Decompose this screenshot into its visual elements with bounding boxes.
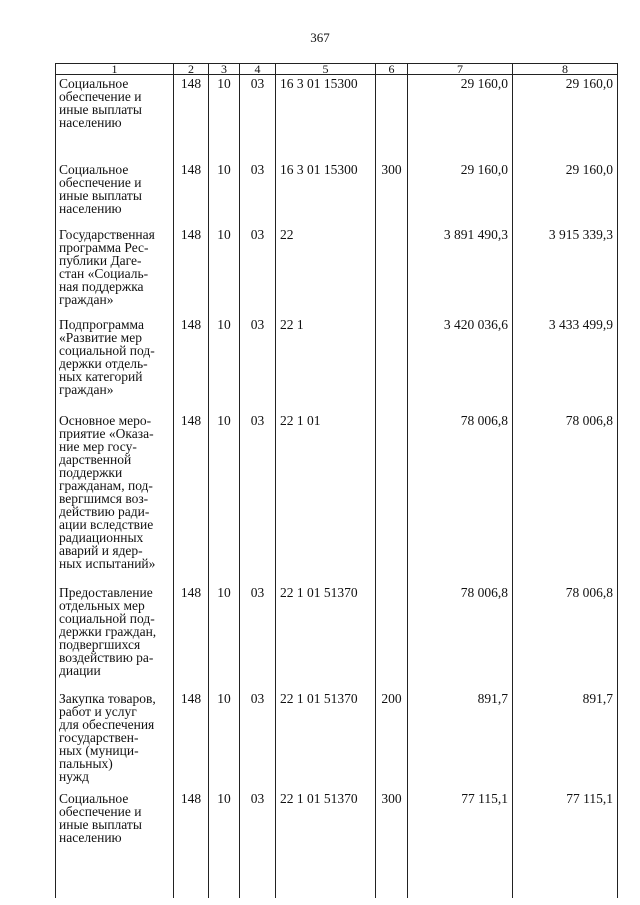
row-name-line: вергшимся воз- bbox=[59, 490, 149, 506]
row-name-line: Социальное bbox=[59, 76, 129, 91]
header-cell: 1 bbox=[56, 64, 174, 75]
amount-year2-cell: 77 115,1 bbox=[513, 790, 618, 898]
header-row bbox=[56, 64, 618, 75]
row-name-line: ации вследствие bbox=[59, 516, 154, 532]
target-article-cell: 16 3 01 15300 bbox=[276, 161, 376, 226]
row-name-cell bbox=[56, 790, 174, 898]
row-name-line: гражданам, под- bbox=[59, 477, 153, 493]
expense-type-cell bbox=[376, 584, 408, 690]
target-article-cell: 22 1 bbox=[276, 316, 376, 412]
amount-year2-cell: 891,7 bbox=[513, 690, 618, 790]
row-name-line: для обеспечения bbox=[59, 716, 155, 732]
row-name-line: работ и услуг bbox=[59, 703, 137, 719]
ministry-code-cell: 148 bbox=[174, 75, 209, 161]
row-name-line: программа Рес- bbox=[59, 239, 149, 255]
row-name-line: аварий и ядер- bbox=[59, 542, 143, 558]
expense-type-cell: 300 bbox=[376, 790, 408, 898]
expense-type-cell bbox=[376, 75, 408, 161]
row-name-line: населению bbox=[59, 115, 122, 130]
row-name-line: Предоставление bbox=[59, 584, 153, 600]
amount-year2-cell: 29 160,0 bbox=[513, 161, 618, 226]
row-name-line: держки граждан, bbox=[59, 623, 157, 639]
row-name-cell bbox=[56, 161, 174, 226]
amount-year2-cell: 78 006,8 bbox=[513, 412, 618, 584]
subsection-code-cell: 03 bbox=[240, 690, 276, 790]
amount-year2-cell: 29 160,0 bbox=[513, 75, 618, 161]
row-name-line: иные выплаты bbox=[59, 102, 142, 117]
expense-type-cell: 200 bbox=[376, 690, 408, 790]
amount-year1-cell: 29 160,0 bbox=[408, 161, 513, 226]
header-cell: 5 bbox=[276, 64, 376, 75]
row-name-line: «Развитие мер bbox=[59, 329, 142, 345]
row-name-line: обеспечение и bbox=[59, 89, 142, 104]
ministry-code-cell: 148 bbox=[174, 790, 209, 898]
row-name-line: государствен- bbox=[59, 729, 139, 745]
ministry-code-cell: 148 bbox=[174, 316, 209, 412]
row-name-line: Социальное bbox=[59, 161, 129, 177]
row-name-cell bbox=[56, 316, 174, 412]
row-name-line: поддержки bbox=[59, 464, 123, 480]
ministry-code-cell: 148 bbox=[174, 226, 209, 316]
row-name-line: социальной под- bbox=[59, 610, 155, 626]
row-name-cell bbox=[56, 75, 174, 161]
table-row bbox=[56, 75, 618, 161]
row-name-line: Закупка товаров, bbox=[59, 690, 156, 706]
row-name-line: граждан» bbox=[59, 381, 114, 397]
row-name-line: публики Даге- bbox=[59, 252, 142, 268]
header-cell: 3 bbox=[209, 64, 240, 75]
row-name-line: населению bbox=[59, 200, 122, 216]
row-name-line: граждан» bbox=[59, 291, 114, 307]
expense-type-cell bbox=[376, 412, 408, 584]
section-code-cell: 10 bbox=[209, 316, 240, 412]
target-article-cell: 22 1 01 51370 bbox=[276, 790, 376, 898]
header-cell: 7 bbox=[408, 64, 513, 75]
ministry-code-cell: 148 bbox=[174, 690, 209, 790]
section-code-cell: 10 bbox=[209, 161, 240, 226]
target-article-cell: 22 1 01 bbox=[276, 412, 376, 584]
section-code-cell: 10 bbox=[209, 226, 240, 316]
row-name-line: держки отдель- bbox=[59, 355, 148, 371]
row-name-line: действию ради- bbox=[59, 503, 150, 519]
row-name-line: Основное меро- bbox=[59, 412, 152, 428]
amount-year1-cell: 3 891 490,3 bbox=[408, 226, 513, 316]
row-name-cell bbox=[56, 584, 174, 690]
budget-table bbox=[55, 63, 618, 898]
row-name-line: стан «Социаль- bbox=[59, 265, 149, 281]
amount-year2-cell: 78 006,8 bbox=[513, 584, 618, 690]
row-name-line: обеспечение и bbox=[59, 174, 142, 190]
row-name-line: пальных) bbox=[59, 755, 113, 771]
table-body bbox=[56, 75, 618, 898]
ministry-code-cell: 148 bbox=[174, 412, 209, 584]
amount-year2-cell: 3 433 499,9 bbox=[513, 316, 618, 412]
row-name-line: радиационных bbox=[59, 529, 144, 545]
table-row bbox=[56, 161, 618, 226]
target-article-cell: 22 1 01 51370 bbox=[276, 584, 376, 690]
amount-year1-cell: 29 160,0 bbox=[408, 75, 513, 161]
ministry-code-cell: 148 bbox=[174, 161, 209, 226]
table-row bbox=[56, 316, 618, 412]
row-name-line: иные выплаты bbox=[59, 187, 142, 203]
row-name-cell bbox=[56, 412, 174, 584]
section-code-cell: 10 bbox=[209, 584, 240, 690]
table-row bbox=[56, 790, 618, 898]
target-article-cell: 16 3 01 15300 bbox=[276, 75, 376, 161]
page-number: 367 bbox=[310, 30, 330, 45]
row-name-line: Государственная bbox=[59, 226, 155, 242]
amount-year2-cell: 3 915 339,3 bbox=[513, 226, 618, 316]
header-cell: 4 bbox=[240, 64, 276, 75]
row-name-line: социальной под- bbox=[59, 342, 155, 358]
ministry-code-cell: 148 bbox=[174, 584, 209, 690]
amount-year1-cell: 77 115,1 bbox=[408, 790, 513, 898]
expense-type-cell bbox=[376, 316, 408, 412]
row-name-cell bbox=[56, 226, 174, 316]
row-name-line: ная поддержка bbox=[59, 278, 144, 294]
subsection-code-cell: 03 bbox=[240, 412, 276, 584]
row-name-line: диации bbox=[59, 662, 101, 678]
amount-year1-cell: 78 006,8 bbox=[408, 584, 513, 690]
amount-year1-cell: 78 006,8 bbox=[408, 412, 513, 584]
section-code-cell: 10 bbox=[209, 412, 240, 584]
row-name-line: ние мер госу- bbox=[59, 438, 137, 454]
subsection-code-cell: 03 bbox=[240, 790, 276, 898]
table-row bbox=[56, 412, 618, 584]
row-name-line: приятие «Оказа- bbox=[59, 425, 154, 441]
row-name-line: ных (муници- bbox=[59, 742, 139, 758]
row-name-line: нужд bbox=[59, 768, 89, 784]
row-name-line: ных категорий bbox=[59, 368, 143, 384]
expense-type-cell: 300 bbox=[376, 161, 408, 226]
row-name-line: подвергшихся bbox=[59, 636, 141, 652]
table-row bbox=[56, 584, 618, 690]
row-name-line: Подпрограмма bbox=[59, 316, 144, 332]
subsection-code-cell: 03 bbox=[240, 75, 276, 161]
section-code-cell: 10 bbox=[209, 790, 240, 898]
section-code-cell: 10 bbox=[209, 690, 240, 790]
target-article-cell: 22 1 01 51370 bbox=[276, 690, 376, 790]
subsection-code-cell: 03 bbox=[240, 161, 276, 226]
row-name-line: дарственной bbox=[59, 451, 132, 467]
row-name-line: воздействию ра- bbox=[59, 649, 154, 665]
row-name-cell bbox=[56, 690, 174, 790]
row-name-line: ных испытаний» bbox=[59, 555, 156, 571]
amount-year1-cell: 3 420 036,6 bbox=[408, 316, 513, 412]
header-cell: 6 bbox=[376, 64, 408, 75]
row-name-line: обеспечение и bbox=[59, 803, 142, 819]
subsection-code-cell: 03 bbox=[240, 226, 276, 316]
section-code-cell: 10 bbox=[209, 75, 240, 161]
table-row bbox=[56, 226, 618, 316]
amount-year1-cell: 891,7 bbox=[408, 690, 513, 790]
subsection-code-cell: 03 bbox=[240, 316, 276, 412]
header-cell: 8 bbox=[513, 64, 618, 75]
row-name-line: отдельных мер bbox=[59, 597, 145, 613]
header-cell: 2 bbox=[174, 64, 209, 75]
subsection-code-cell: 03 bbox=[240, 584, 276, 690]
expense-type-cell bbox=[376, 226, 408, 316]
target-article-cell: 22 bbox=[276, 226, 376, 316]
row-name-line: Социальное bbox=[59, 790, 129, 806]
row-name-line: населению bbox=[59, 829, 122, 845]
row-name-line: иные выплаты bbox=[59, 816, 142, 832]
table-row bbox=[56, 690, 618, 790]
